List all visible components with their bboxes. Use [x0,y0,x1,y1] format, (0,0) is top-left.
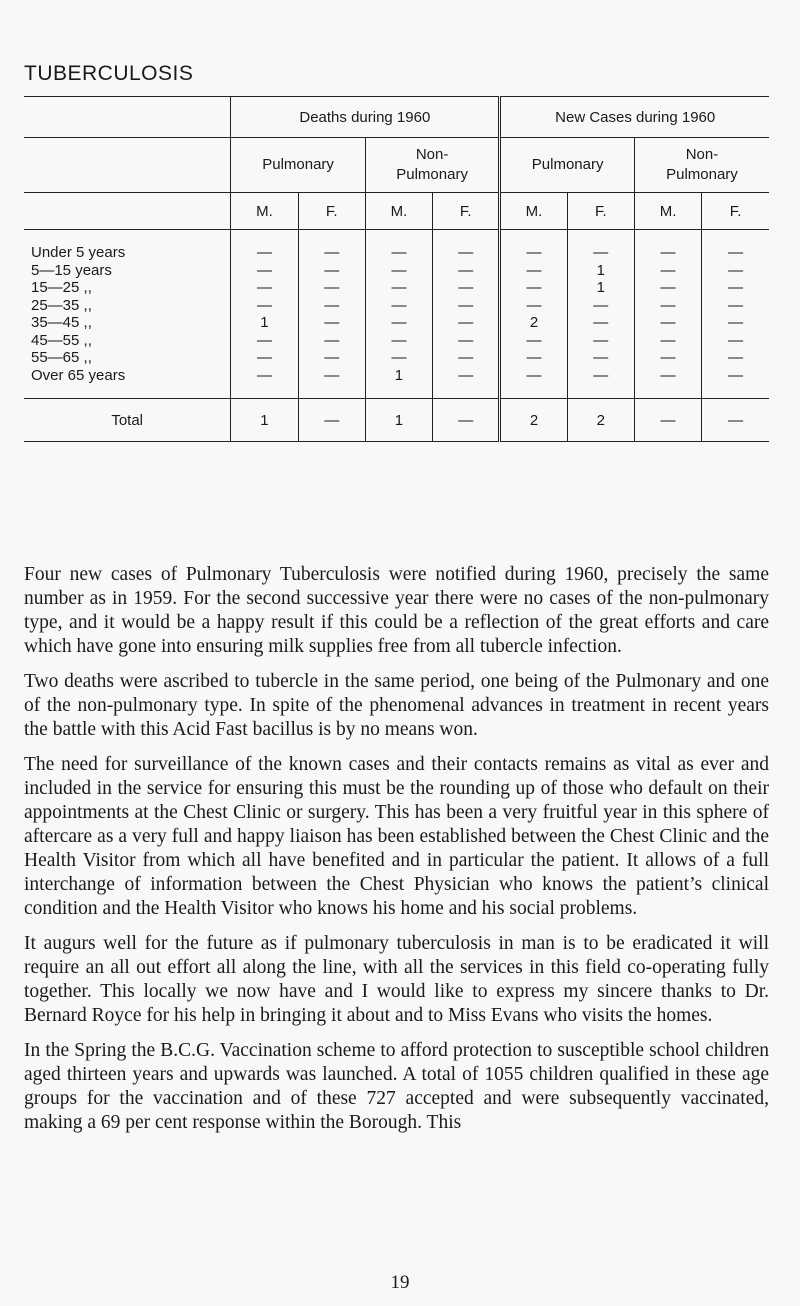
table-row [24,314,769,332]
age-group-label: 55—65 ,, [31,349,92,367]
table-cell: 1 [567,262,634,280]
table-row [24,297,769,315]
table-cell: — [702,262,769,280]
table-cell: 1 [567,279,634,297]
paragraph: The need for surveillance of the known cases and their contacts remains as vital as ever and included in the service for ensuring this must be the rounding up of those who default on their appointments at the Chest Clinic or surgery. This has been a very fruitful year in this sphere of aftercare as a very full and happy liaison has been established between the Chest Clinic and the Health Visitor from which all have benefited and in particular the patient. It allows of a full interchange of information between the Chest Physician who knows the patient’s clinical condition and the Health Visitor who knows his home and his social problems. [24,754,769,919]
table-cell: — [298,349,365,367]
table-cell: 2 [500,314,567,332]
table-cell: — [433,314,500,332]
total-cell: — [702,399,769,442]
sex-header: F. [702,193,769,230]
table-row [24,332,769,350]
table-cell: — [500,262,567,280]
table-cell: — [634,279,701,297]
table-cell: — [433,349,500,367]
table-cell: — [500,332,567,350]
paragraph: It augurs well for the future as if pulmonary tuberculosis in man is to be eradicated it will require an all out effort all along the line, with all the services in this field co-operating fully together. This locally we now have and I would like to express my sincere thanks to Dr. Bernard Royce for his help in bringing it about and to Miss Evans who visits the homes. [24,933,769,1026]
table-cell: — [433,332,500,350]
page-number: 19 [390,1272,410,1293]
table-cell: — [702,367,769,399]
table-cell: — [433,297,500,315]
table-cell: — [702,349,769,367]
table-cell: — [231,332,298,350]
total-cell: — [433,399,500,442]
age-group-label: 15—25 ,, [31,279,92,297]
table-cell: — [365,314,432,332]
table-cell: — [567,230,634,262]
age-group-label: 25—35 ,, [31,296,92,314]
table-cell: 1 [231,314,298,332]
paragraph: Four new cases of Pulmonary Tuberculosis were notified during 1960, precisely the same number as in 1959. For the second successive year there were no cases of the non-pulmonary type, and it would be a happy result if this could be a reflection of the great efforts and care which have gone into ensuring milk supplies free from all tubercle infection. [24,564,769,657]
table-cell: — [231,367,298,399]
table-cell: — [365,262,432,280]
sex-header: F. [567,193,634,230]
type-header: Non- Pulmonary [634,138,769,193]
table-cell: — [298,332,365,350]
table-cell: — [702,314,769,332]
table-cell: — [433,262,500,280]
table-cell: 1 [365,367,432,399]
table-cell: — [634,297,701,315]
table-cell: — [702,332,769,350]
table-cell: — [702,279,769,297]
page-title: TUBERCULOSIS [24,62,194,85]
table-cell: — [365,297,432,315]
table-cell: — [231,230,298,262]
table-cell: — [433,230,500,262]
sex-header: M. [500,193,567,230]
table-cell: — [567,367,634,399]
total-cell: 2 [500,399,567,442]
table-cell: — [365,230,432,262]
table-cell: — [634,349,701,367]
table-row [24,279,769,297]
tuberculosis-table [24,96,769,442]
total-cell: 1 [365,399,432,442]
table-cell: — [500,367,567,399]
total-row [24,399,769,442]
table-cell: — [567,314,634,332]
age-group-label: 45—55 ,, [31,331,92,349]
table-cell: — [433,279,500,297]
corner-cell [24,97,231,138]
table-cell: — [365,279,432,297]
type-header: Pulmonary [500,138,635,193]
age-group-label: Under 5 years [31,244,126,262]
sex-header: F. [433,193,500,230]
table-cell: — [365,332,432,350]
age-group-label: Over 65 years [31,366,126,384]
table-cell: — [634,332,701,350]
total-cell: 1 [231,399,298,442]
table-cell: — [298,230,365,262]
paragraph: Two deaths were ascribed to tubercle in the same period, one being of the Pulmonary and one of the non-pulmonary type. In spite of the phenomenal advances in treatment in recent years the battle with this Acid Fast bacillus is by no means won. [24,671,769,740]
body-text [24,563,769,1144]
table-cell: — [500,230,567,262]
table-row [24,367,769,399]
table-cell: — [298,314,365,332]
total-cell: 2 [567,399,634,442]
table-cell: — [634,230,701,262]
table-cell: — [231,262,298,280]
table-cell: — [433,367,500,399]
table-cell: — [500,279,567,297]
table-cell: — [231,279,298,297]
table-cell: — [634,262,701,280]
age-group-label: 5—15 years [31,261,112,279]
table-cell: — [567,349,634,367]
table-cell: — [702,297,769,315]
table-cell: — [365,349,432,367]
table-cell: — [567,332,634,350]
table-cell: — [634,367,701,399]
table-row [24,230,769,262]
table-cell: — [298,279,365,297]
group-header-deaths: Deaths during 1960 [231,97,500,138]
table-cell: — [298,262,365,280]
age-group-label: 35—45 ,, [31,314,92,332]
sex-header: M. [365,193,432,230]
sex-header: M. [231,193,298,230]
type-header: Pulmonary [231,138,366,193]
sex-header: M. [634,193,701,230]
table-cell: — [702,230,769,262]
table-cell: — [634,314,701,332]
table-cell: — [231,297,298,315]
table-cell: — [231,349,298,367]
sex-header: F. [298,193,365,230]
table-cell: — [298,297,365,315]
table-cell: — [500,297,567,315]
type-header: Non- Pulmonary [365,138,500,193]
table-cell: — [500,349,567,367]
table-row [24,262,769,280]
total-label: Total [24,399,231,442]
total-cell: — [298,399,365,442]
table-cell: — [298,367,365,399]
table-cell: — [567,297,634,315]
total-cell: — [634,399,701,442]
table-row [24,349,769,367]
group-header-new-cases: New Cases during 1960 [500,97,769,138]
paragraph: In the Spring the B.C.G. Vaccination scheme to afford protection to susceptible school children aged thirteen years and upwards was launched. A total of 1055 children qualified in these age groups for the vaccination and of these 727 accepted and were subsequently vaccinated, making a 69 per cent response within the Borough. This [24,1040,769,1133]
